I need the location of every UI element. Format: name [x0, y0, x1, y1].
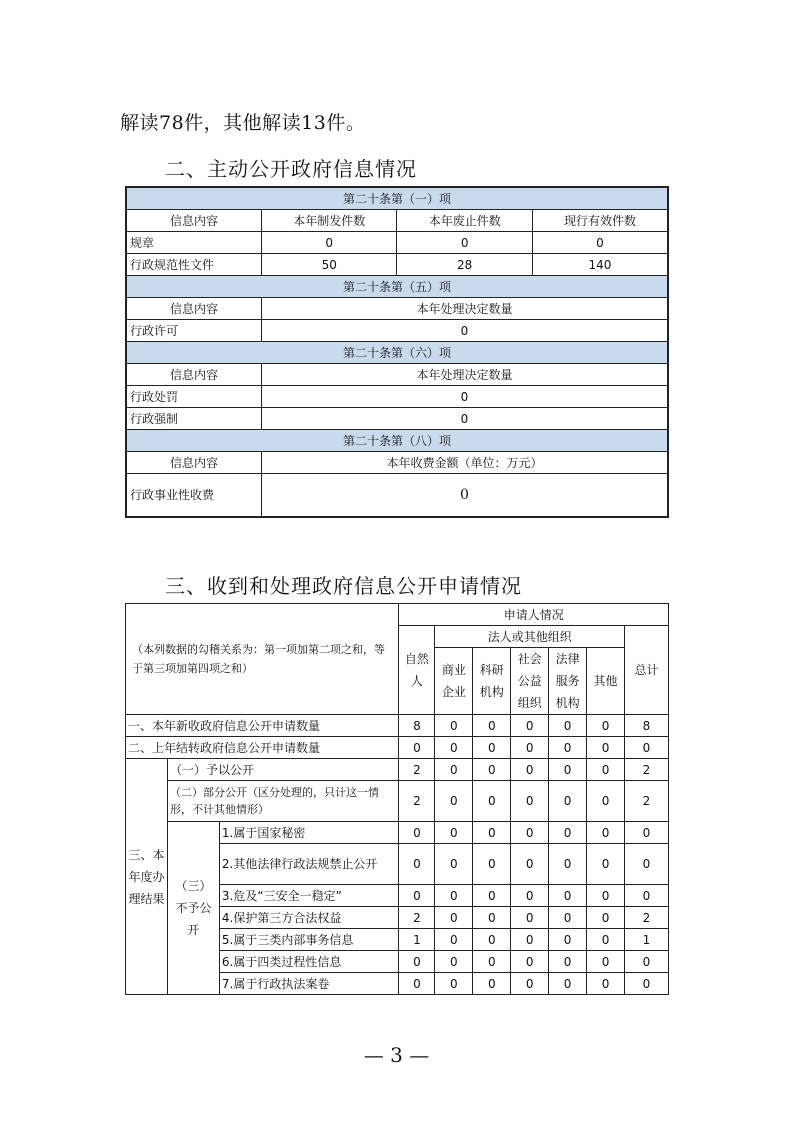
cell: 0: [511, 781, 549, 822]
cell: 0: [511, 737, 549, 759]
col-header: 信息内容: [126, 452, 261, 474]
cell: 0: [435, 737, 473, 759]
table-row: [126, 320, 668, 342]
cell: 0: [587, 907, 625, 929]
cell: 0: [549, 737, 587, 759]
page-number: — 3 —: [363, 1043, 430, 1067]
cell: 0: [399, 973, 435, 995]
block3-header: 第二十条第（六）项: [126, 342, 668, 364]
cell: 0: [511, 885, 549, 907]
cell: 0: [549, 822, 587, 844]
row-label: 行政事业性收费: [126, 474, 261, 518]
cell: 0: [511, 822, 549, 844]
table-row: [126, 781, 669, 822]
col-header: 本年处理决定数量: [261, 364, 668, 386]
not-open-label: （三）不予公开: [167, 822, 219, 995]
natural-person-header: 自然人: [399, 626, 435, 715]
cell: 0: [473, 715, 511, 737]
cell: 50: [261, 254, 396, 276]
cell: 0: [435, 822, 473, 844]
total-header: 总计: [625, 626, 669, 715]
sub-col-header: 其他: [587, 648, 625, 715]
col-header: 本年处理决定数量: [261, 298, 668, 320]
cell: 0: [397, 232, 532, 254]
cell: 0: [473, 737, 511, 759]
cell: 0: [473, 844, 511, 885]
intro-line: 解读78件，其他解读13件。: [120, 112, 366, 134]
cell: 0: [261, 386, 668, 408]
cell: 0: [399, 951, 435, 973]
cell: 0: [511, 907, 549, 929]
col-header: 信息内容: [126, 210, 261, 232]
cell: 0: [399, 885, 435, 907]
row-label: 行政处罚: [126, 386, 261, 408]
cell: 0: [435, 844, 473, 885]
col-header: 信息内容: [126, 364, 261, 386]
section2-title: 二、主动公开政府信息情况: [165, 157, 417, 181]
cell: 0: [549, 715, 587, 737]
row-label: 规章: [126, 232, 261, 254]
cell: 0: [625, 737, 669, 759]
cell: 0: [549, 929, 587, 951]
cell: 0: [473, 759, 511, 781]
cell: 0: [261, 232, 396, 254]
cell: 0: [587, 822, 625, 844]
table-row: [126, 232, 668, 254]
cell: 0: [435, 951, 473, 973]
cell: 1: [625, 929, 669, 951]
cell: 0: [549, 973, 587, 995]
cell: 2: [625, 907, 669, 929]
row-label: 4.保护第三方合法权益: [219, 907, 399, 929]
table-row: [126, 408, 668, 430]
sub-col-header: 社会公益组织: [511, 648, 549, 715]
cell: 0: [473, 885, 511, 907]
cell: 0: [399, 844, 435, 885]
cell: 0: [587, 759, 625, 781]
cell: 0: [587, 951, 625, 973]
row-label: 5.属于三类内部事务信息: [219, 929, 399, 951]
table-row: [126, 759, 669, 781]
cell: 0: [625, 844, 669, 885]
table-row: [126, 737, 669, 759]
row-label: 2.其他法律行政法规禁止公开: [219, 844, 399, 885]
cell: 2: [625, 781, 669, 822]
sub-col-header: 商业企业: [435, 648, 473, 715]
cell: 0: [511, 759, 549, 781]
cell: 0: [532, 232, 668, 254]
table-row: [126, 474, 668, 518]
cell: 0: [435, 759, 473, 781]
cell: 0: [399, 822, 435, 844]
cell: 0: [435, 907, 473, 929]
cell: 0: [549, 759, 587, 781]
cell: 0: [625, 885, 669, 907]
sub-col-header: 科研机构: [473, 648, 511, 715]
row-label: 行政规范性文件: [126, 254, 261, 276]
cell: 0: [473, 951, 511, 973]
cell: 28: [397, 254, 532, 276]
table-row: [126, 715, 669, 737]
cell: 0: [549, 844, 587, 885]
cell: 0: [587, 715, 625, 737]
application-table: [125, 603, 669, 995]
cell: 0: [587, 973, 625, 995]
cell: 0: [587, 737, 625, 759]
table-row: [126, 386, 668, 408]
cell: 0: [549, 951, 587, 973]
cell: 0: [473, 822, 511, 844]
row-label: 一、本年新收政府信息公开申请数量: [126, 715, 399, 737]
row-label: 行政强制: [126, 408, 261, 430]
cell: 0: [473, 929, 511, 951]
cell: 0: [473, 907, 511, 929]
table-row: [126, 822, 669, 844]
cell: 140: [532, 254, 668, 276]
cell: 0: [435, 929, 473, 951]
row-label: 6.属于四类过程性信息: [219, 951, 399, 973]
cell: 0: [511, 951, 549, 973]
cell: 8: [399, 715, 435, 737]
cell: 0: [511, 973, 549, 995]
cell: 0: [473, 781, 511, 822]
table-row: [126, 254, 668, 276]
cell: 0: [625, 973, 669, 995]
row-label: 二、上年结转政府信息公开申请数量: [126, 737, 399, 759]
col-header: 信息内容: [126, 298, 261, 320]
cell: 0: [261, 408, 668, 430]
cell: 2: [399, 907, 435, 929]
row-label: （一）予以公开: [167, 759, 399, 781]
cell: 0: [587, 781, 625, 822]
cell: 0: [587, 885, 625, 907]
row-label: 7.属于行政执法案卷: [219, 973, 399, 995]
cell: 0: [435, 715, 473, 737]
cell: 0: [511, 844, 549, 885]
proactive-disclosure-table: [125, 186, 669, 518]
cell: 0: [511, 929, 549, 951]
section3-title: 三、收到和处理政府信息公开申请情况: [165, 574, 522, 598]
cell: 0: [549, 781, 587, 822]
block2-header: 第二十条第（五）项: [126, 276, 668, 298]
sub-col-header: 法律服务机构: [549, 648, 587, 715]
block1-header: 第二十条第（一）项: [126, 187, 668, 210]
cell: 0: [435, 885, 473, 907]
row-label: 行政许可: [126, 320, 261, 342]
cell: 0: [261, 320, 668, 342]
row-label: （二）部分公开（区分处理的，只计这一情形，不计其他情形）: [167, 781, 399, 822]
cell: 2: [399, 781, 435, 822]
cell: 2: [625, 759, 669, 781]
cell: 0: [587, 844, 625, 885]
note-cell: （本列数据的勾稽关系为：第一项加第二项之和，等于第三项加第四项之和）: [126, 604, 399, 715]
cell: 8: [625, 715, 669, 737]
block4-header: 第二十条第（八）项: [126, 430, 668, 452]
cell: 0: [261, 474, 668, 518]
group-label: 三、本年度办理结果: [126, 759, 168, 995]
cell: 0: [587, 929, 625, 951]
cell: 0: [549, 907, 587, 929]
cell: 0: [625, 822, 669, 844]
cell: 0: [549, 885, 587, 907]
cell: 0: [435, 781, 473, 822]
col-header: 现行有效件数: [532, 210, 668, 232]
cell: 0: [625, 951, 669, 973]
applicant-header: 申请人情况: [399, 604, 669, 626]
cell: 2: [399, 759, 435, 781]
cell: 0: [473, 973, 511, 995]
cell: 0: [511, 715, 549, 737]
col-header: 本年收费金额（单位：万元）: [261, 452, 668, 474]
col-header: 本年制发件数: [261, 210, 396, 232]
row-label: 3.危及“三安全一稳定”: [219, 885, 399, 907]
row-label: 1.属于国家秘密: [219, 822, 399, 844]
cell: 1: [399, 929, 435, 951]
cell: 0: [435, 973, 473, 995]
legal-header: 法人或其他组织: [435, 626, 625, 648]
col-header: 本年废止件数: [397, 210, 532, 232]
cell: 0: [399, 737, 435, 759]
